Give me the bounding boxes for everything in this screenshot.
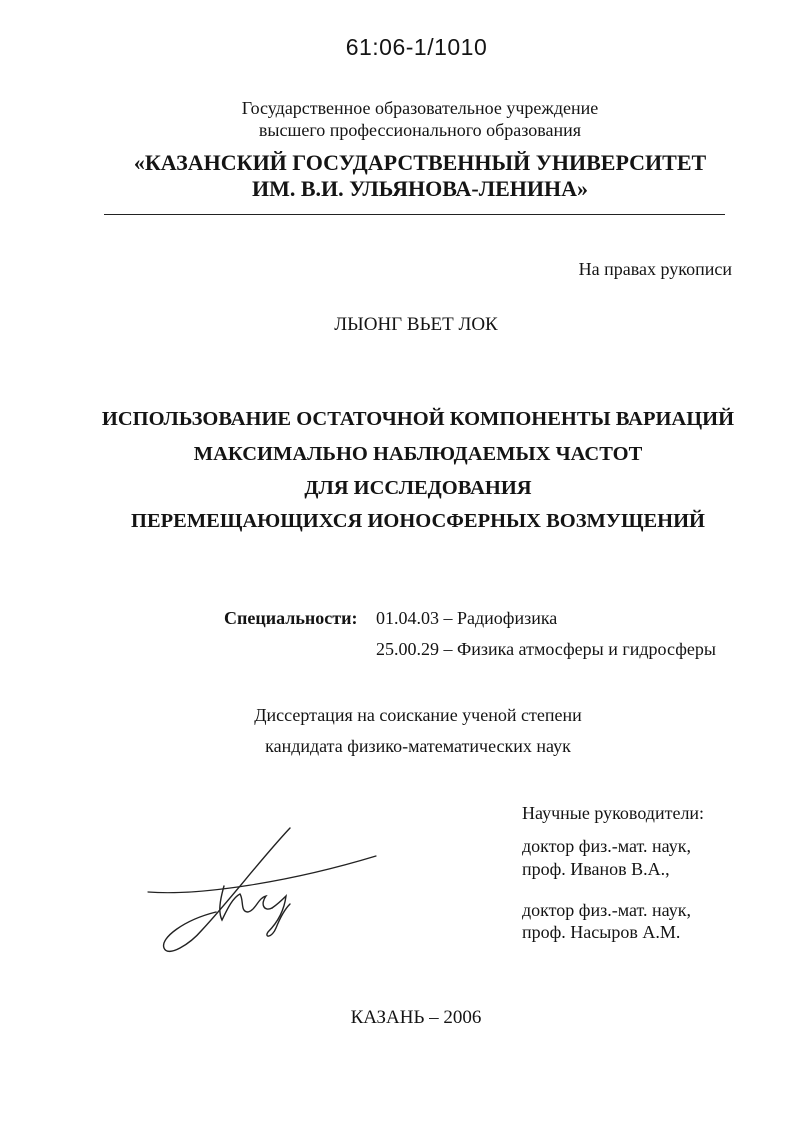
rights-note: На правах рукописи <box>578 259 732 279</box>
specialties-label: Специальности: <box>224 608 358 628</box>
university-line-2: ИМ. В.И. УЛЬЯНОВА-ЛЕНИНА» <box>251 176 589 201</box>
dissertation-line-1: Диссертация на соискание ученой степени <box>254 705 582 725</box>
dissertation-line-2: кандидата физико-математических наук <box>265 736 571 756</box>
title-line-2: МАКСИМАЛЬНО НАБЛЮДАЕМЫХ ЧАСТОТ <box>193 443 643 465</box>
supervisor-1-name: проф. Иванов В.А., <box>522 859 670 879</box>
supervisors-heading: Научные руководители: <box>522 803 705 823</box>
title-line-4: ПЕРЕМЕЩАЮЩИХСЯ ИОНОСФЕРНЫХ ВОЗМУЩЕНИЙ <box>131 510 705 532</box>
title-line-1: ИСПОЛЬЗОВАНИЕ ОСТАТОЧНОЙ КОМПОНЕНТЫ ВАРИАЦИЙ <box>101 408 735 430</box>
supervisor-1-degree: доктор физ.-мат. наук, <box>522 836 691 856</box>
university-line-1: «КАЗАНСКИЙ ГОСУДАРСТВЕННЫЙ УНИВЕРСИТЕТ <box>133 150 707 175</box>
city-year: КАЗАНЬ – 2006 <box>350 1007 482 1028</box>
specialty-item-2: 25.00.29 – Физика атмосферы и гидросферы <box>376 639 716 659</box>
institution-line-2: высшего профессионального образования <box>258 120 582 140</box>
specialty-item-1: 01.04.03 – Радиофизика <box>376 608 558 628</box>
title-line-3: ДЛЯ ИССЛЕДОВАНИЯ <box>304 477 532 499</box>
author-signature <box>140 820 380 960</box>
author-name: ЛЫОНГ ВЬЕТ ЛОК <box>334 314 498 335</box>
supervisor-2-degree: доктор физ.-мат. наук, <box>522 900 691 920</box>
catalog-number: 61:06-1/1010 <box>345 34 488 60</box>
header-divider <box>104 214 725 215</box>
institution-line-1: Государственное образовательное учреждение <box>241 98 599 118</box>
supervisor-2-name: проф. Насыров А.М. <box>522 922 681 942</box>
